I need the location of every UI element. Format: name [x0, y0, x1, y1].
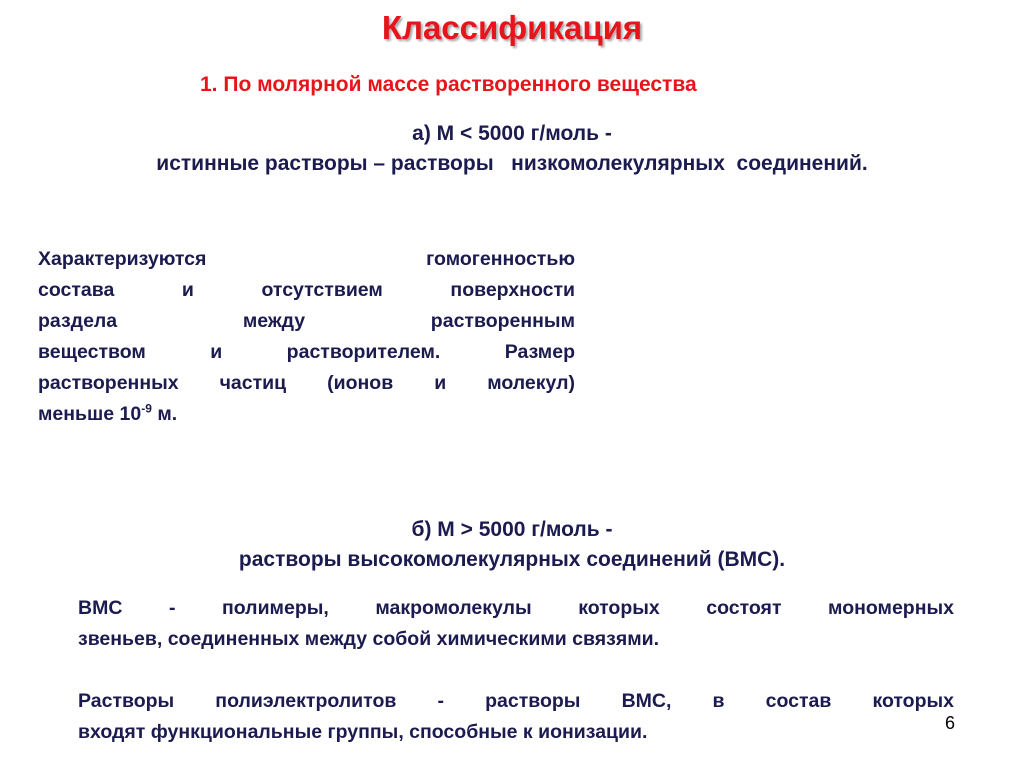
page-number: 6 [945, 713, 956, 733]
section-a-description [38, 244, 575, 430]
section-a-heading-line2: истинные растворы – растворы низкомолекулярных соединений. [156, 152, 868, 175]
section-b-paragraph-1-line: ВМС - полимеры, макромолекулы которых состоят мономерных [78, 597, 954, 619]
slide-title: Классификация [381, 9, 643, 46]
section-a-description-line: растворенных частиц (ионов и молекул) [38, 372, 575, 394]
section-a-description-line: раздела между растворенным [38, 310, 575, 332]
section-b-paragraph-1 [78, 593, 954, 655]
section-a-heading [0, 119, 1024, 179]
section-a-heading-line1: а) М < 5000 г/моль - [412, 122, 612, 145]
section-a-description-line: Характеризуются гомогенностью [38, 248, 575, 270]
section-b-paragraph-2-line: входят функциональные группы, способные к ионизации. [78, 721, 648, 743]
section-b-paragraph-2-line: Растворы полиэлектролитов - растворы ВМС, в состав которых [78, 690, 954, 712]
section-a-description-last-line [38, 399, 575, 430]
slide-subtitle: 1. По молярной массе растворенного вещества [200, 73, 697, 96]
size-exponent: -9 [141, 401, 152, 416]
size-prefix: меньше 10 [38, 403, 142, 425]
section-b-paragraph-2 [78, 686, 954, 748]
section-a-description-line: состава и отсутствием поверхности [38, 279, 575, 301]
size-suffix: м. [151, 403, 178, 425]
section-b-heading-line2: растворы высокомолекулярных соединений (ВМС). [238, 548, 786, 571]
section-b-heading [0, 515, 1024, 575]
section-b-paragraph-1-line: звеньев, соединенных между собой химическими связями. [78, 628, 660, 650]
section-b-heading-line1: б) М > 5000 г/моль - [411, 518, 613, 541]
section-a-description-line: веществом и растворителем. Размер [38, 341, 575, 363]
